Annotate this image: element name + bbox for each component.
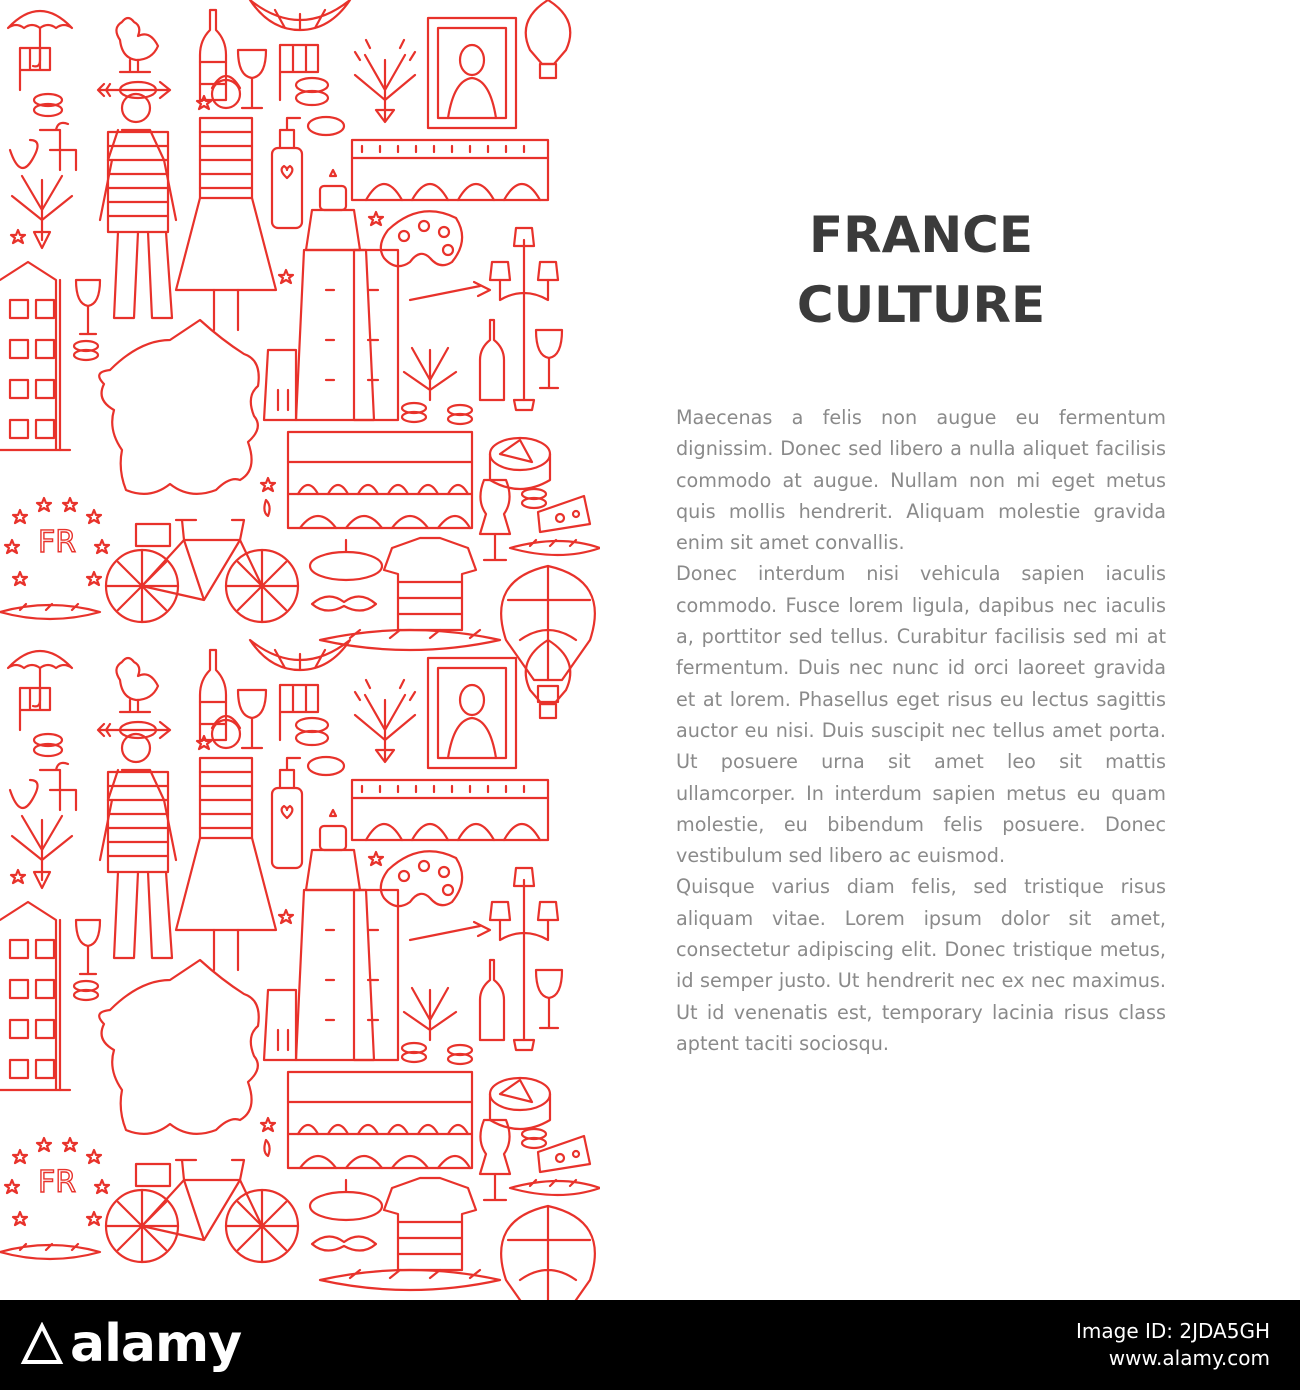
paragraph: Maecenas a felis non augue eu fermentum dignissim. Donec sed libero a nulla aliquet facilisis commodo at augue. Nullam non mi eget metus quis mollis hendrerit. Aliquam molestie gravida enim sit amet convallis. xyxy=(676,406,1166,555)
france-line-icon-pattern xyxy=(0,0,600,1300)
title-line-2: CULTURE xyxy=(796,276,1046,334)
pattern-artwork xyxy=(0,0,600,1300)
site-url[interactable]: www.alamy.com xyxy=(1108,1346,1270,1370)
fr-label: FR xyxy=(38,1165,77,1200)
paragraph: Donec interdum nisi vehicula sapien iaculis commodo. Fusce lorem ligula, dapibus nec iaculis a, porttitor sed tellus. Curabitur facilisis sed mi at fermentum. Duis nec nunc id orci laoreet gravida et at lorem. Phasellus eget risus eu lectus sagittis auctor eu nisi. Duis suscipit nec tellus amet porta. Ut posuere urna sit amet leo sit mattis ullamcorper. In interdum sapien metus eu quam molestie, eu bibendum felis posuere. Donec vestibulum sed libero ac euismod. xyxy=(676,562,1166,868)
body-text xyxy=(676,402,1166,1059)
paragraph: Quisque varius diam felis, sed tristique risus aliquam vitae. Lorem ipsum dolor sit amet, consectetur adipiscing elit. Donec tristique metus, id semper justo. Ut hendrerit nec ex nec maximus. Ut id venenatis est, temporary lacinia risus class aptent taciti sociosqu. xyxy=(676,875,1166,1055)
stock-footer-bar xyxy=(0,1300,1300,1390)
alamy-logo[interactable]: alamy xyxy=(70,1314,242,1374)
image-id: Image ID: 2JDA5GH xyxy=(1075,1319,1270,1343)
alamy-logo-icon xyxy=(20,1322,64,1366)
page-title xyxy=(676,200,1166,340)
title-line-1: FRANCE xyxy=(808,206,1034,264)
fr-label: FR xyxy=(38,525,77,560)
footer-meta xyxy=(1076,1318,1270,1372)
